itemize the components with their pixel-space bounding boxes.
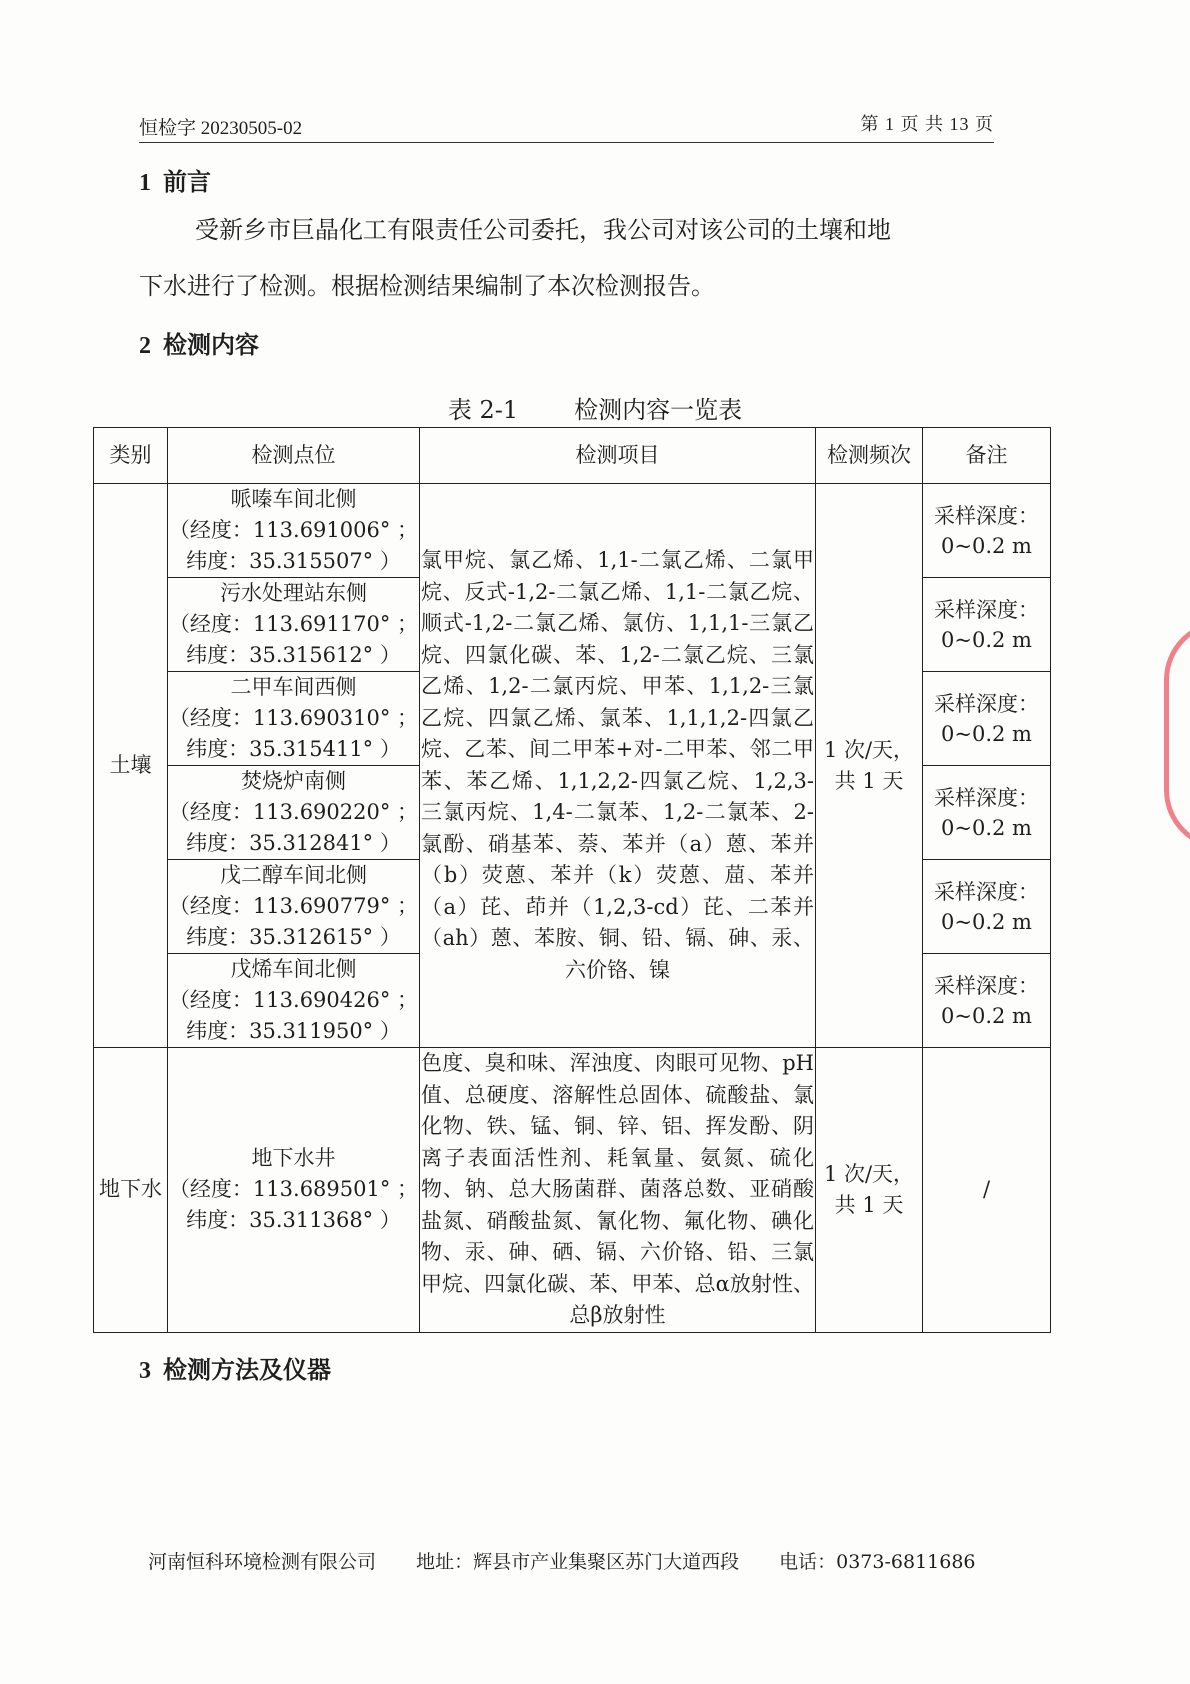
soil-note-1: 采样深度： 0~0.2 m	[923, 484, 1051, 578]
soil-items-cell: 氯甲烷、氯乙烯、1,1-二氯乙烯、二氯甲烷、反式-1,2-二氯乙烯、1,1-二氯乙烷、顺式-1,2-二氯乙烯、氯仿、1,1,1-三氯乙烷、四氯化碳、苯、1,2-二氯乙烷、三氯乙烯、1,2-二氯丙烷、甲苯、1,1,2-三氯乙烷、四氯乙烯、氯苯、1,1,1,2-四氯乙烷、乙苯、间二甲苯+对-二甲苯、邻二甲苯、苯乙烯、1,1,2,2-四氯乙烷、1,2,3-三氯丙烷、1,4-二氯苯、1,2-二氯苯、2-氯酚、硝基苯、萘、苯并（a）蒽、苯并（b）荧蒽、苯并（k）荧蒽、䓛、苯并（a）芘、茚并（1,2,3-cd）芘、二苯并（ah）蒽、苯胺、铜、铅、镉、砷、汞、六价铬、镍	[420, 484, 816, 1048]
groundwater-note-cell: /	[923, 1048, 1051, 1333]
footer-address: 地址：辉县市产业集聚区苏门大道西段	[416, 1551, 740, 1573]
table-header-row	[94, 428, 1051, 484]
section-2-heading: 2 检测内容	[139, 330, 259, 359]
header-remarks: 备注	[923, 428, 1051, 484]
header-frequency: 检测频次	[816, 428, 923, 484]
soil-point-6: 戊烯车间北侧 （经度：113.690426° ； 纬度：35.311950° ）	[168, 954, 420, 1048]
page-header	[139, 112, 994, 143]
soil-note-2: 采样深度： 0~0.2 m	[923, 578, 1051, 672]
detection-content-table	[93, 427, 1051, 1333]
page-indicator: 第 1 页 共 13 页	[860, 114, 994, 134]
soil-point-5: 戊二醇车间北侧 （经度：113.690779° ； 纬度：35.312615° ）	[168, 860, 420, 954]
footer-company: 河南恒科环境检测有限公司	[148, 1551, 377, 1573]
groundwater-items-cell: 色度、臭和味、浑浊度、肉眼可见物、pH 值、总硬度、溶解性总固体、硫酸盐、氯化物、铁、锰、铜、锌、铝、挥发酚、阴离子表面活性剂、耗氧量、氨氮、硫化物、钠、总大肠菌群、菌落总数、亚硝酸盐氮、硝酸盐氮、氰化物、氟化物、碘化物、汞、砷、硒、镉、六价铬、铅、三氯甲烷、四氯化碳、苯、甲苯、总α放射性、总β放射性	[420, 1048, 816, 1333]
soil-point-3: 二甲车间西侧 （经度：113.690310° ； 纬度：35.315411° ）	[168, 672, 420, 766]
header-items: 检测项目	[420, 428, 816, 484]
table-caption: 表 2-1 检测内容一览表	[447, 396, 743, 424]
seal-stamp-icon	[1160, 620, 1190, 840]
soil-note-5: 采样深度： 0~0.2 m	[923, 860, 1051, 954]
page-footer	[148, 1547, 1010, 1574]
soil-point-4: 焚烧炉南侧 （经度：113.690220° ； 纬度：35.312841° ）	[168, 766, 420, 860]
groundwater-frequency-cell: 1 次/天， 共 1 天	[816, 1048, 923, 1333]
table-row	[94, 1048, 1051, 1333]
section-3-heading: 3 检测方法及仪器	[139, 1355, 331, 1384]
soil-category-cell: 土壤	[94, 484, 168, 1048]
soil-note-3: 采样深度： 0~0.2 m	[923, 672, 1051, 766]
document-number: 恒检字 20230505-02	[139, 118, 303, 139]
soil-frequency-cell: 1 次/天， 共 1 天	[816, 484, 923, 1048]
table-row	[94, 484, 1051, 578]
soil-point-1: 哌嗪车间北侧 （经度：113.691006° ； 纬度：35.315507° ）	[168, 484, 420, 578]
header-location: 检测点位	[168, 428, 420, 484]
soil-note-6: 采样深度： 0~0.2 m	[923, 954, 1051, 1048]
section-1-heading: 1 前言	[139, 167, 211, 196]
groundwater-category-cell: 地下水	[94, 1048, 168, 1333]
soil-note-4: 采样深度： 0~0.2 m	[923, 766, 1051, 860]
intro-paragraph: 受新乡市巨晶化工有限责任公司委托，我公司对该公司的土壤和地 下水进行了检测。根据检测结果编制了本次检测报告。	[139, 216, 891, 300]
header-category: 类别	[94, 428, 168, 484]
footer-phone: 电话：0373-6811686	[779, 1551, 976, 1573]
groundwater-point: 地下水井 （经度：113.689501° ； 纬度：35.311368° ）	[168, 1048, 420, 1333]
soil-point-2: 污水处理站东侧 （经度：113.691170° ； 纬度：35.315612° ）	[168, 578, 420, 672]
